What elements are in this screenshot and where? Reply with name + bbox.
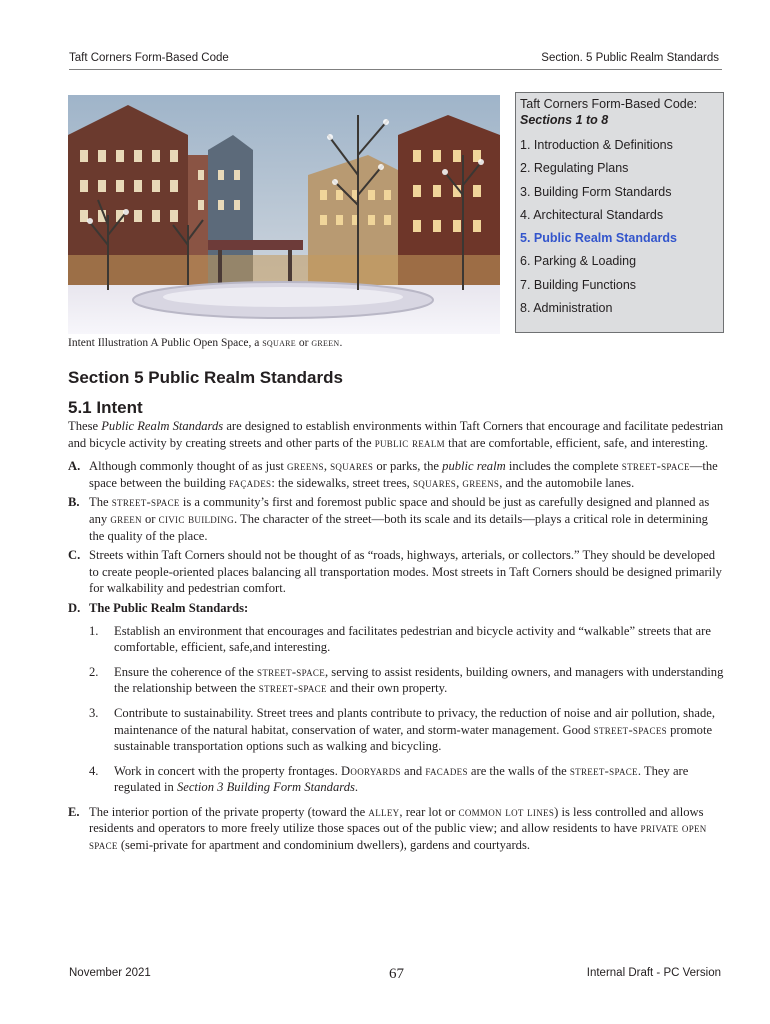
footer-version: Internal Draft - PC Version: [586, 967, 721, 979]
running-header-title: Taft Corners Form-Based Code: [69, 52, 229, 64]
list-item-d: D. The Public Realm Standards:: [68, 600, 249, 615]
sections-toc-box: [515, 92, 724, 333]
toc-item-administration[interactable]: 8. Administration: [520, 301, 613, 316]
list-item-b: B. The street-space is a community’s first and foremost public space and should be just as carefully designed and planned as any green or civic building. The character of the street—both its scale and its details—plays a critical role in determining the quality of the place.: [68, 495, 710, 543]
list-item-c: C. Streets within Taft Corners should not be thought of as “roads, highways, arterials, or collectors.” They should be developed to create people-oriented places balancing all transportation modes. Most streets in Taft Corners should be designed primarily for walkability and pedestrian comfort.: [68, 548, 722, 596]
toc-item-introduction[interactable]: 1. Introduction & Definitions: [520, 138, 673, 152]
standard-item-3: 3. Contribute to sustainability. Street trees and plants contribute to privacy, the reduction of noise and air pollution, shade, maintenance of the natural habitat, conservation of water, and storm-water management. Good street-spaces promote sustainable transportation options such as walking and bicycling.: [89, 705, 715, 754]
toc-item-architectural[interactable]: 4. Architectural Standards: [520, 207, 664, 222]
intent-illustration-photo: [68, 95, 500, 334]
list-item-e: E. The interior portion of the private property (toward the alley, rear lot or common lot lines) is less controlled and allows residents and operators to more freely utilize those spaces out of the public view; and allow residents to have private open space (semi-private for apartment and condominium dwellers), gardens and courtyards.: [68, 804, 707, 853]
figure-caption: Intent Illustration A Public Open Space, a square or green.: [68, 337, 343, 349]
toc-item-building-form[interactable]: 3. Building Form Standards: [520, 184, 672, 199]
toc-item-parking-loading[interactable]: 6. Parking & Loading: [520, 254, 637, 269]
toc-subtitle: Sections 1 to 8: [520, 113, 609, 127]
intro-paragraph: These Public Realm Standards are designed to establish environments within Taft Corners that encourage and facilitate pedestrian and bicycle activity by creating streets and other parts of the public realm that are comfortable, efficient, safe, and interesting.: [68, 419, 724, 450]
page-number: 67: [389, 966, 404, 982]
standard-item-2: 2. Ensure the coherence of the street-space, serving to assist residents, building owners, and managers with understanding the relationship between the street-space and their own property.: [89, 664, 724, 696]
footer-date: November 2021: [69, 967, 151, 979]
section-title: Section 5 Public Realm Standards: [68, 368, 343, 387]
subsection-title: 5.1 Intent: [68, 398, 143, 417]
standard-item-4: 4. Work in concert with the property frontages. Dooryards and facades are the walls of the street-space. They are regulated in Section 3 Building Form Standards.: [89, 763, 689, 795]
header-rule: [69, 69, 722, 70]
toc-item-public-realm[interactable]: 5. Public Realm Standards: [520, 231, 677, 246]
public-realm-standards-list: [89, 623, 724, 796]
toc-item-regulating-plans[interactable]: 2. Regulating Plans: [520, 161, 629, 176]
running-header-section: Section. 5 Public Realm Standards: [541, 52, 719, 64]
toc-title: Taft Corners Form-Based Code:: [520, 97, 698, 111]
section-body: [68, 418, 724, 857]
standard-item-1: 1. Establish an environment that encourages and facilitates pedestrian and bicycle activity and “walkable” streets that are comfortable, efficient, safe,and interesting.: [89, 623, 711, 655]
list-item-a: A. Although commonly thought of as just greens, squares or parks, the public realm includes the complete street-space—the space between the building façades: the sidewalks, street trees, squares, greens, and the automobile lanes.: [68, 459, 718, 490]
toc-item-building-functions[interactable]: 7. Building Functions: [520, 277, 637, 292]
